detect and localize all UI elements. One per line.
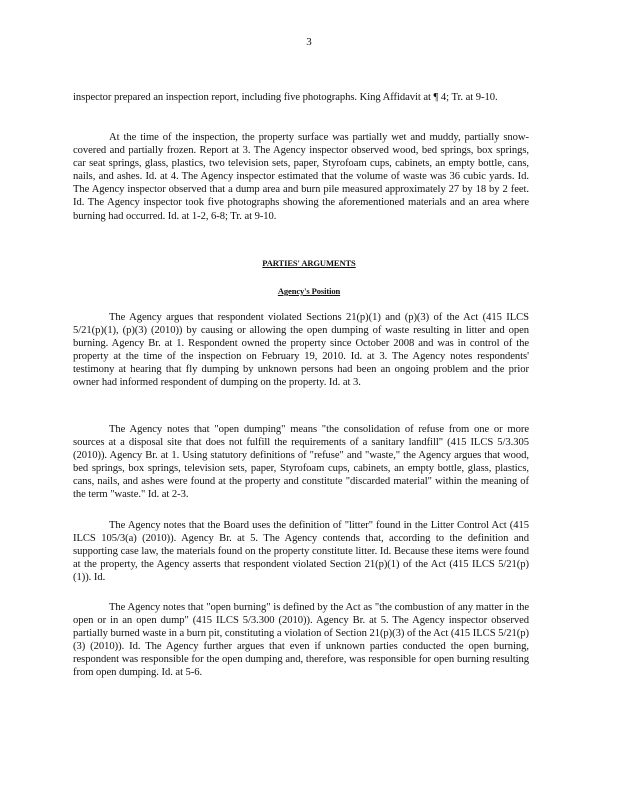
paragraph-open-burning-definition: The Agency notes that "open burning" is defined by the Act as "the combustion of any matter in the open or in an open dump" (415 ILCS 5/3.300 (2010)). Agency Br. at 5. The Agency inspector observed partially burned waste in a burn pit, constituting a violation of Section 21(p)(3) of the Act (415 ILCS 5/21(p)(3) (2010)). Id. The Agency further argues that even if unknown parties conducted the open burning, respondent was responsible for the open dumping and, therefore, was responsible for open burning resulting from open dumping. Id. at 5-6.	[73, 602, 529, 679]
page-number: 3	[306, 36, 312, 48]
paragraph-inspection-observations: At the time of the inspection, the property surface was partially wet and muddy, partially snow-covered and partially frozen. Report at 3. The Agency inspector observed wood, bed springs, box springs, car seat springs, glass, plastics, two television sets, paper, Styrofoam cups, cabinets, an empty bottle, cans, nails, and ashes. Id. at 4. The Agency inspector estimated that the volume of waste was 36 cubic yards. Id. The Agency inspector observed that a dump area and burn pile measured approximately 27 by 18 by 2 feet. Id. The Agency inspector took five photographs showing the aforementioned materials and an area where burning had occurred. Id. at 1-2, 6-8; Tr. at 9-10.	[73, 132, 529, 222]
heading-parties-arguments: PARTIES' ARGUMENTS	[262, 258, 356, 268]
paragraph-litter-definition: The Agency notes that the Board uses the definition of "litter" found in the Litter Control Act (415 ILCS 105/3(a) (2010)). Agency Br. at 5. The Agency contends that, according to the definition and supporting case law, the materials found on the property constitute litter. Id. Because these items were found at the property, the Agency asserts that respondent violated Section 21(p)(1) of the Act (415 ILCS 5/21(p)(1)). Id.	[73, 520, 529, 584]
paragraph-open-dumping-definition: The Agency notes that "open dumping" means "the consolidation of refuse from one or more sources at a disposal site that does not fulfill the requirements of a sanitary landfill" (415 ILCS 5/3.305 (2010)). Agency Br. at 1. Using statutory definitions of "refuse" and "waste," the Agency argues that wood, bed springs, box springs, television sets, paper, Styrofoam cups, cabinets, an empty bottle, glass, plastics, cans, nails, and ashes were found at the property and constitute "discarded material" within the meaning of the term "waste." Id. at 2-3.	[73, 424, 529, 501]
paragraph-inspection-report: inspector prepared an inspection report, including five photographs. King Affidavit at ¶ 4; Tr. at 9-10.	[73, 92, 498, 103]
heading-agency-position: Agency's Position	[277, 286, 341, 296]
paragraph-agency-argument: The Agency argues that respondent violated Sections 21(p)(1) and (p)(3) of the Act (415 ILCS 5/21(p)(1), (p)(3) (2010)) by causing or allowing the open dumping of waste resulting in litter and open burning. Agency Br. at 1. Respondent owned the property since October 2008 and was in control of the property at the time of the inspection on February 19, 2010. Id. at 3. The Agency notes respondents' testimony at hearing that fly dumping by unknown persons had been an ongoing problem and the prior owner had informed respondent of dumping on the property. Id. at 3.	[73, 312, 529, 389]
